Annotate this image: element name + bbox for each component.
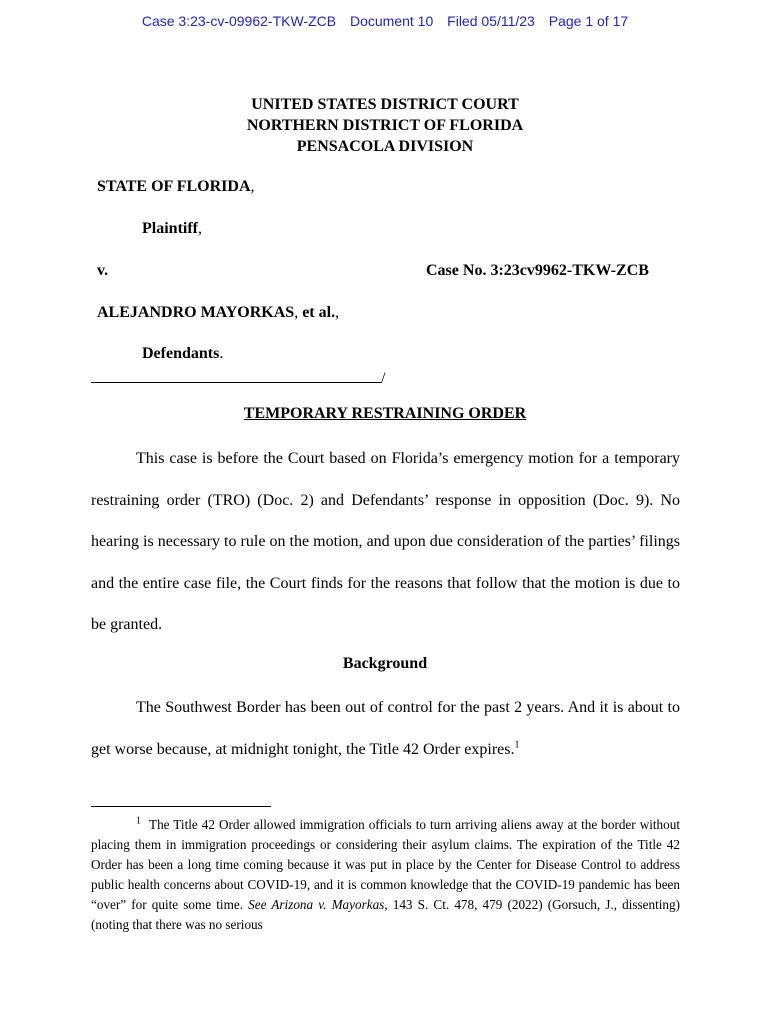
court-district: NORTHERN DISTRICT OF FLORIDA bbox=[246, 117, 524, 134]
defendant-label: Defendants bbox=[142, 345, 220, 362]
paragraph-1: This case is before the Court based on Florida’s emergency motion for a temporary restraining order (TRO) (Doc. 2) and Defendants’ response in opposition (Doc. 9). No hearing is necessary to rule on the motion, and upon due consideration of the parties’ filings and the entire case file, the Court finds for the reasons that follow that the motion is due to be granted. bbox=[91, 450, 680, 633]
order-title: TEMPORARY RESTRAINING ORDER bbox=[243, 405, 527, 422]
footnote-text-b: , 143 S. Ct. 478, 479 (2022) (Gorsuch, J., dissenting) (noting that there was no serious bbox=[91, 897, 680, 932]
footnote-citation: See Arizona v. Mayorkas bbox=[248, 897, 385, 912]
plaintiff-name-line: STATE OF FLORIDA, bbox=[97, 178, 255, 195]
filing-stamp bbox=[0, 13, 770, 29]
caption-rule-end: / bbox=[381, 370, 386, 387]
paragraph-2 bbox=[91, 687, 680, 770]
stamp-filed-date: Filed 05/11/23 bbox=[447, 13, 535, 29]
defendant-suffix: et al. bbox=[302, 304, 336, 321]
versus: v. bbox=[97, 262, 109, 279]
stamp-page: Page 1 of 17 bbox=[548, 13, 629, 29]
defendant-label-line: Defendants. bbox=[142, 345, 224, 362]
stamp-document: Document 10 bbox=[349, 13, 434, 29]
plaintiff-label-line: Plaintiff, bbox=[142, 220, 202, 237]
paragraph-2-block bbox=[91, 687, 680, 770]
footnote-text-a: The Title 42 Order allowed immigration officials to turn arriving aliens away at the border without placing them in immigration proceedings or considering their asylum claims. The expiration of the Title 42 Order has been a long time coming because it was put in place by the Center for Disease Control to address public health concerns about COVID-19, and it is common knowledge that the COVID-19 pandemic has been “over” for quite some time. bbox=[91, 817, 680, 912]
footnote-number: 1 bbox=[136, 815, 141, 827]
footnote-1 bbox=[91, 815, 680, 935]
stamp-case-number: Case 3:23-cv-09962-TKW-ZCB bbox=[141, 13, 337, 29]
court-name: UNITED STATES DISTRICT COURT bbox=[251, 96, 519, 113]
footnote-reference: 1 bbox=[514, 739, 520, 751]
court-division: PENSACOLA DIVISION bbox=[296, 138, 474, 155]
plaintiff-label: Plaintiff bbox=[142, 220, 198, 237]
plaintiff-name: STATE OF FLORIDA bbox=[97, 178, 251, 195]
paragraph-2-text: The Southwest Border has been out of control for the past 2 years. And it is about to get worse because, at midnight tonight, the Title 42 Order expires. bbox=[91, 699, 680, 758]
defendant-name-line: ALEJANDRO MAYORKAS, et al., bbox=[97, 304, 340, 321]
footnote-1-text bbox=[91, 815, 680, 935]
caption-rule bbox=[91, 368, 385, 388]
case-number: Case No. 3:23cv9962-TKW-ZCB bbox=[426, 262, 649, 279]
court-heading bbox=[0, 94, 770, 157]
section-heading-background: Background bbox=[342, 655, 428, 672]
footnote-separator bbox=[91, 806, 271, 807]
defendant-name: ALEJANDRO MAYORKAS bbox=[97, 304, 295, 321]
paragraph-1-block bbox=[91, 438, 680, 646]
